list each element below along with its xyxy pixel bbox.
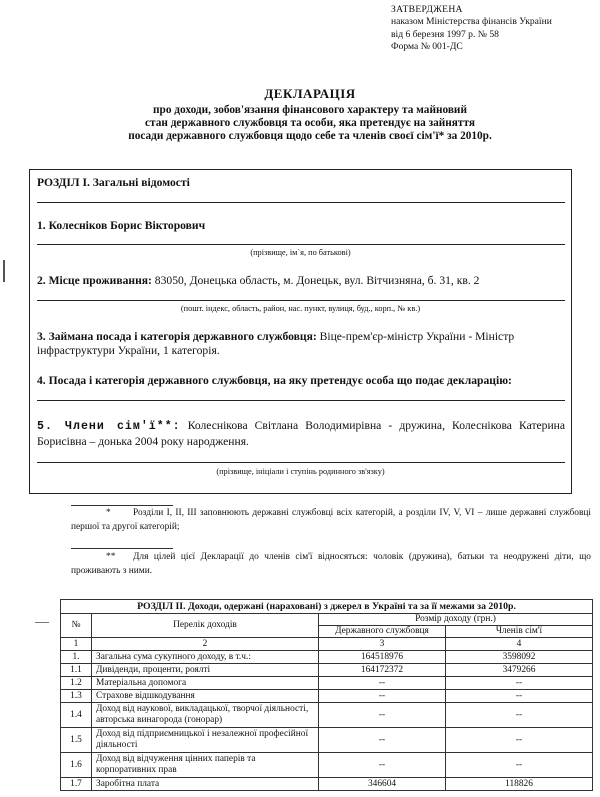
row-family-value: -- [446, 753, 593, 778]
row-official-value: 346604 [319, 778, 446, 791]
family-members-label: 5. Члени сім'ї**: [37, 420, 181, 433]
section-1-title: РОЗДІЛ І. Загальні відомості [37, 176, 190, 189]
table-row [61, 690, 593, 703]
header-income-size: Розмір доходу (грн.) [319, 614, 593, 626]
header-official: Державного службовця [319, 626, 446, 638]
col-number: 2 [92, 638, 319, 651]
subtitle-line: посади державного службовця щодо себе та членів своєї сім'ї* за 2010р. [128, 130, 492, 143]
header-income-list: Перелік доходів [92, 614, 319, 638]
subtitle-line: про доходи, зобов'язання фінансового характеру та майновий [153, 104, 467, 116]
footnote-text: Для цілей цієї Декларації до членів сім'ї відносяться: чоловік (дружина), батьки та неодружені діти, що проживають з ними. [71, 552, 591, 576]
page-title: ДЕКЛАРАЦІЯ [264, 86, 356, 101]
row-family-value: 3598092 [446, 651, 593, 664]
row-label: Загальна сума сукупного доходу, в т.ч.: [92, 651, 319, 664]
row-label: Дивіденди, проценти, роялті [92, 664, 319, 677]
col-number: 1 [61, 638, 92, 651]
row-family-value: -- [446, 690, 593, 703]
footnote-rule [71, 505, 173, 506]
row-official-value: -- [319, 728, 446, 753]
approval-stamp [391, 4, 596, 54]
section-2-title: РОЗДІЛ ІІ. Доходи, одержані (нараховані) з джерел в Україні та за її межами за 2010р. [61, 600, 593, 614]
row-family-value: -- [446, 677, 593, 690]
row-label: Страхове відшкодування [92, 690, 319, 703]
footnote-text: Розділи І, ІІ, ІІІ заповнюють державні службовці всіх категорій, а розділи IV, V, VI – лише державні службовці першої та другої категорій; [71, 508, 591, 532]
declaration-header [40, 86, 580, 144]
row-no: 1.6 [61, 753, 92, 778]
section-1-general-info [29, 169, 572, 494]
row-family-value: -- [446, 728, 593, 753]
current-position-field [37, 330, 565, 358]
row-official-value: -- [319, 677, 446, 690]
table-row [61, 677, 593, 690]
residence-hint: (пошт. індекс, область, район, нас. пункт, вулиця, буд., корп., № кв.) [180, 304, 421, 313]
row-no: 1.1 [61, 664, 92, 677]
scan-artifact [3, 260, 5, 282]
row-no: 1.2 [61, 677, 92, 690]
divider [37, 462, 565, 463]
residence-value: 83050, Донецька область, м. Донецьк, вул. Вітчизняна, б. 31, кв. 2 [151, 274, 480, 287]
table-row [61, 703, 593, 728]
divider [37, 300, 565, 301]
full-name: 1. Колесніков Борис Вікторович [37, 219, 206, 232]
applied-position-label: 4. Посада і категорія державного службовця, на яку претендує особа що подає декларацію: [37, 374, 512, 387]
header-family: Членів сім'ї [446, 626, 593, 638]
col-number: 4 [446, 638, 593, 651]
residence-label: 2. Місце проживання: [37, 274, 152, 287]
footnote-rule [71, 548, 173, 549]
table-row [61, 664, 593, 677]
footnote-2 [71, 551, 591, 578]
approval-line: від 6 березня 1997 р. № 58 [391, 28, 499, 40]
footnote-1 [71, 507, 591, 534]
family-members-field [37, 418, 565, 449]
divider [37, 244, 565, 245]
table-row [61, 651, 593, 664]
table-row [61, 728, 593, 753]
current-position-label: 3. Займана посада і категорія державного службовця: [37, 330, 317, 343]
footnote-mark: * [106, 508, 111, 518]
divider [37, 400, 565, 401]
header-no: № [61, 614, 92, 638]
subtitle-line: стан державного службовця та особи, яка претендує на зайняття [145, 117, 475, 130]
approval-line: Форма № 001-ДС [391, 41, 463, 53]
row-official-value: 164172372 [319, 664, 446, 677]
row-no: 1.7 [61, 778, 92, 791]
row-no: 1.4 [61, 703, 92, 728]
row-family-value: 3479266 [446, 664, 593, 677]
col-number: 3 [319, 638, 446, 651]
row-official-value: 164518976 [319, 651, 446, 664]
row-no: 1. [61, 651, 92, 664]
full-name-hint: (прізвище, ім`я, по батькові) [250, 248, 351, 257]
approval-line: наказом Міністерства фінансів України [391, 16, 552, 28]
row-label: Матеріальна допомога [92, 677, 319, 690]
footnote-mark: ** [106, 552, 116, 562]
income-table [60, 599, 593, 791]
row-no: 1.3 [61, 690, 92, 703]
row-label: Доход від відчуження цінних паперів та корпоративних прав [92, 753, 319, 778]
divider [37, 202, 565, 203]
row-family-value: -- [446, 703, 593, 728]
row-label: Заробітна плата [92, 778, 319, 791]
row-official-value: -- [319, 703, 446, 728]
current-position-value: Віце-прем'єр-міністр України - Міністр інфраструктури України, 1 категорія. [37, 330, 515, 357]
table-row [61, 753, 593, 778]
approval-title: ЗАТВЕРДЖЕНА [391, 4, 463, 15]
family-members-value: Колеснікова Світлана Володимирівна - дружина, Колеснікова Катерина Борисівна – донька 2004 року народження. [37, 419, 566, 448]
table-row [61, 778, 593, 791]
row-label: Доход від наукової, викладацької, творчої діяльності, авторська винагорода (гонорар) [92, 703, 319, 728]
row-label: Доход від підприємницької і незалежної професійної діяльності [92, 728, 319, 753]
residence-field [37, 274, 565, 287]
row-official-value: -- [319, 753, 446, 778]
family-members-hint: (прізвище, ініціали і ступінь родинного зв'язку) [216, 467, 385, 476]
row-family-value: 118826 [446, 778, 593, 791]
row-no: 1.5 [61, 728, 92, 753]
row-official-value: -- [319, 690, 446, 703]
scan-artifact [35, 622, 49, 623]
